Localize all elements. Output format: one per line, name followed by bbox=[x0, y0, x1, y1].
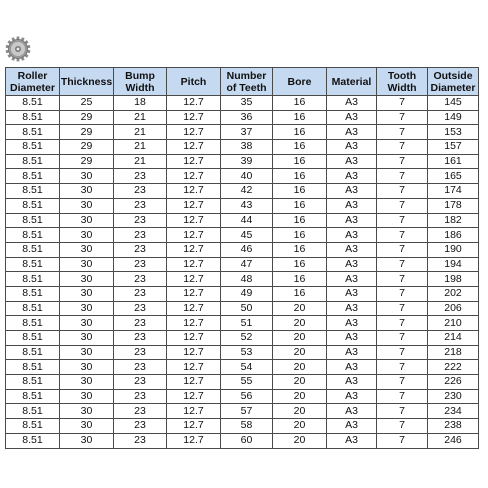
column-header-material bbox=[327, 68, 377, 96]
cell-pitch: 12.7 bbox=[167, 286, 221, 301]
column-header-bore bbox=[273, 68, 327, 96]
cell-roller-diameter: 8.51 bbox=[6, 110, 60, 125]
cell-roller-diameter: 8.51 bbox=[6, 96, 60, 111]
cell-thickness: 29 bbox=[60, 140, 114, 155]
cell-pitch: 12.7 bbox=[167, 331, 221, 346]
cell-roller-diameter: 8.51 bbox=[6, 154, 60, 169]
cell-pitch: 12.7 bbox=[167, 360, 221, 375]
cell-number-of-teeth: 50 bbox=[221, 301, 273, 316]
cell-outside-diameter: 165 bbox=[428, 169, 479, 184]
cell-bore: 20 bbox=[273, 419, 327, 434]
cell-tooth-width: 7 bbox=[377, 184, 428, 199]
table-header-row bbox=[6, 68, 479, 96]
cell-thickness: 30 bbox=[60, 198, 114, 213]
gear-icon bbox=[5, 36, 31, 62]
cell-bore: 16 bbox=[273, 184, 327, 199]
cell-number-of-teeth: 54 bbox=[221, 360, 273, 375]
cell-outside-diameter: 202 bbox=[428, 286, 479, 301]
cell-material: A3 bbox=[327, 242, 377, 257]
column-header-pitch bbox=[167, 68, 221, 96]
cell-bump-width: 23 bbox=[114, 419, 167, 434]
table-row bbox=[6, 433, 479, 448]
cell-roller-diameter: 8.51 bbox=[6, 316, 60, 331]
cell-outside-diameter: 174 bbox=[428, 184, 479, 199]
cell-material: A3 bbox=[327, 389, 377, 404]
cell-roller-diameter: 8.51 bbox=[6, 331, 60, 346]
cell-tooth-width: 7 bbox=[377, 213, 428, 228]
header-label: Bump bbox=[125, 69, 155, 82]
cell-thickness: 30 bbox=[60, 286, 114, 301]
cell-bore: 20 bbox=[273, 301, 327, 316]
cell-bore: 20 bbox=[273, 316, 327, 331]
cell-number-of-teeth: 57 bbox=[221, 404, 273, 419]
column-header-number-of-teeth bbox=[221, 68, 273, 96]
cell-pitch: 12.7 bbox=[167, 419, 221, 434]
cell-pitch: 12.7 bbox=[167, 96, 221, 111]
cell-number-of-teeth: 58 bbox=[221, 419, 273, 434]
cell-bump-width: 23 bbox=[114, 272, 167, 287]
cell-bore: 16 bbox=[273, 154, 327, 169]
cell-outside-diameter: 246 bbox=[428, 433, 479, 448]
cell-thickness: 30 bbox=[60, 213, 114, 228]
header-label: of Teeth bbox=[226, 81, 267, 94]
header-label: Roller bbox=[17, 69, 48, 82]
cell-number-of-teeth: 53 bbox=[221, 345, 273, 360]
cell-roller-diameter: 8.51 bbox=[6, 389, 60, 404]
cell-outside-diameter: 226 bbox=[428, 375, 479, 390]
cell-bore: 20 bbox=[273, 433, 327, 448]
cell-tooth-width: 7 bbox=[377, 404, 428, 419]
cell-bump-width: 23 bbox=[114, 404, 167, 419]
cell-number-of-teeth: 36 bbox=[221, 110, 273, 125]
cell-tooth-width: 7 bbox=[377, 301, 428, 316]
cell-pitch: 12.7 bbox=[167, 140, 221, 155]
cell-bore: 20 bbox=[273, 375, 327, 390]
column-header-roller-diameter bbox=[6, 68, 60, 96]
cell-thickness: 30 bbox=[60, 360, 114, 375]
cell-bump-width: 23 bbox=[114, 375, 167, 390]
cell-material: A3 bbox=[327, 433, 377, 448]
cell-material: A3 bbox=[327, 345, 377, 360]
cell-number-of-teeth: 42 bbox=[221, 184, 273, 199]
cell-outside-diameter: 214 bbox=[428, 331, 479, 346]
cell-bore: 16 bbox=[273, 125, 327, 140]
cell-material: A3 bbox=[327, 154, 377, 169]
table-row bbox=[6, 242, 479, 257]
cell-number-of-teeth: 55 bbox=[221, 375, 273, 390]
cell-bore: 20 bbox=[273, 345, 327, 360]
cell-outside-diameter: 238 bbox=[428, 419, 479, 434]
cell-material: A3 bbox=[327, 184, 377, 199]
cell-bump-width: 21 bbox=[114, 140, 167, 155]
cell-material: A3 bbox=[327, 169, 377, 184]
header-label: Number bbox=[226, 69, 267, 82]
cell-tooth-width: 7 bbox=[377, 433, 428, 448]
cell-pitch: 12.7 bbox=[167, 433, 221, 448]
cell-bore: 20 bbox=[273, 404, 327, 419]
table-row bbox=[6, 96, 479, 111]
cell-roller-diameter: 8.51 bbox=[6, 184, 60, 199]
cell-tooth-width: 7 bbox=[377, 272, 428, 287]
header-label: Diameter bbox=[430, 81, 476, 94]
cell-tooth-width: 7 bbox=[377, 140, 428, 155]
cell-pitch: 12.7 bbox=[167, 272, 221, 287]
table-row bbox=[6, 228, 479, 243]
cell-bore: 20 bbox=[273, 360, 327, 375]
table-row bbox=[6, 419, 479, 434]
cell-outside-diameter: 157 bbox=[428, 140, 479, 155]
cell-thickness: 30 bbox=[60, 184, 114, 199]
table-row bbox=[6, 110, 479, 125]
cell-pitch: 12.7 bbox=[167, 125, 221, 140]
cell-tooth-width: 7 bbox=[377, 257, 428, 272]
cell-thickness: 30 bbox=[60, 272, 114, 287]
cell-outside-diameter: 161 bbox=[428, 154, 479, 169]
header-label: Pitch bbox=[180, 75, 207, 88]
table-row bbox=[6, 213, 479, 228]
table-row bbox=[6, 257, 479, 272]
cell-roller-diameter: 8.51 bbox=[6, 375, 60, 390]
table-row bbox=[6, 198, 479, 213]
header-label: Thickness bbox=[60, 75, 113, 88]
cell-tooth-width: 7 bbox=[377, 389, 428, 404]
cell-thickness: 30 bbox=[60, 257, 114, 272]
cell-bump-width: 23 bbox=[114, 228, 167, 243]
cell-pitch: 12.7 bbox=[167, 404, 221, 419]
cell-pitch: 12.7 bbox=[167, 375, 221, 390]
cell-roller-diameter: 8.51 bbox=[6, 125, 60, 140]
cell-thickness: 30 bbox=[60, 316, 114, 331]
cell-thickness: 30 bbox=[60, 301, 114, 316]
cell-material: A3 bbox=[327, 228, 377, 243]
cell-pitch: 12.7 bbox=[167, 213, 221, 228]
cell-pitch: 12.7 bbox=[167, 110, 221, 125]
cell-pitch: 12.7 bbox=[167, 301, 221, 316]
table-row bbox=[6, 389, 479, 404]
cell-pitch: 12.7 bbox=[167, 184, 221, 199]
cell-thickness: 29 bbox=[60, 125, 114, 140]
cell-pitch: 12.7 bbox=[167, 228, 221, 243]
cell-roller-diameter: 8.51 bbox=[6, 213, 60, 228]
table-row bbox=[6, 169, 479, 184]
cell-bump-width: 23 bbox=[114, 389, 167, 404]
cell-material: A3 bbox=[327, 213, 377, 228]
cell-tooth-width: 7 bbox=[377, 198, 428, 213]
cell-material: A3 bbox=[327, 286, 377, 301]
cell-pitch: 12.7 bbox=[167, 389, 221, 404]
cell-outside-diameter: 222 bbox=[428, 360, 479, 375]
cell-material: A3 bbox=[327, 301, 377, 316]
cell-number-of-teeth: 56 bbox=[221, 389, 273, 404]
cell-number-of-teeth: 46 bbox=[221, 242, 273, 257]
cell-bump-width: 23 bbox=[114, 345, 167, 360]
cell-material: A3 bbox=[327, 331, 377, 346]
cell-tooth-width: 7 bbox=[377, 242, 428, 257]
table-row bbox=[6, 286, 479, 301]
column-header-thickness bbox=[60, 68, 114, 96]
header-label: Diameter bbox=[10, 81, 55, 94]
cell-tooth-width: 7 bbox=[377, 228, 428, 243]
cell-bore: 16 bbox=[273, 213, 327, 228]
cell-bore: 16 bbox=[273, 286, 327, 301]
cell-thickness: 30 bbox=[60, 433, 114, 448]
cell-bump-width: 23 bbox=[114, 169, 167, 184]
cell-bump-width: 23 bbox=[114, 257, 167, 272]
cell-material: A3 bbox=[327, 96, 377, 111]
cell-thickness: 29 bbox=[60, 110, 114, 125]
cell-outside-diameter: 178 bbox=[428, 198, 479, 213]
cell-thickness: 30 bbox=[60, 419, 114, 434]
header-label: Width bbox=[125, 81, 155, 94]
cell-bore: 16 bbox=[273, 140, 327, 155]
cell-bump-width: 23 bbox=[114, 331, 167, 346]
cell-number-of-teeth: 48 bbox=[221, 272, 273, 287]
cell-number-of-teeth: 44 bbox=[221, 213, 273, 228]
table-row bbox=[6, 272, 479, 287]
cell-outside-diameter: 149 bbox=[428, 110, 479, 125]
cell-material: A3 bbox=[327, 140, 377, 155]
cell-material: A3 bbox=[327, 316, 377, 331]
cell-outside-diameter: 198 bbox=[428, 272, 479, 287]
cell-bump-width: 23 bbox=[114, 286, 167, 301]
cell-number-of-teeth: 38 bbox=[221, 140, 273, 155]
cell-tooth-width: 7 bbox=[377, 360, 428, 375]
cell-tooth-width: 7 bbox=[377, 345, 428, 360]
cell-number-of-teeth: 52 bbox=[221, 331, 273, 346]
cell-tooth-width: 7 bbox=[377, 96, 428, 111]
table-row bbox=[6, 360, 479, 375]
cell-bore: 16 bbox=[273, 96, 327, 111]
cell-roller-diameter: 8.51 bbox=[6, 345, 60, 360]
cell-bump-width: 21 bbox=[114, 110, 167, 125]
cell-bump-width: 23 bbox=[114, 198, 167, 213]
cell-number-of-teeth: 37 bbox=[221, 125, 273, 140]
cell-roller-diameter: 8.51 bbox=[6, 360, 60, 375]
cell-pitch: 12.7 bbox=[167, 169, 221, 184]
header-label: Tooth bbox=[387, 69, 417, 82]
cell-material: A3 bbox=[327, 110, 377, 125]
cell-bore: 16 bbox=[273, 198, 327, 213]
cell-outside-diameter: 230 bbox=[428, 389, 479, 404]
header-label: Bore bbox=[287, 75, 312, 88]
cell-tooth-width: 7 bbox=[377, 286, 428, 301]
cell-thickness: 30 bbox=[60, 169, 114, 184]
cell-bump-width: 23 bbox=[114, 213, 167, 228]
cell-pitch: 12.7 bbox=[167, 198, 221, 213]
cell-bump-width: 21 bbox=[114, 125, 167, 140]
sprocket-spec-table bbox=[5, 67, 479, 449]
cell-outside-diameter: 182 bbox=[428, 213, 479, 228]
cell-outside-diameter: 145 bbox=[428, 96, 479, 111]
cell-tooth-width: 7 bbox=[377, 375, 428, 390]
cell-roller-diameter: 8.51 bbox=[6, 228, 60, 243]
cell-outside-diameter: 153 bbox=[428, 125, 479, 140]
cell-roller-diameter: 8.51 bbox=[6, 272, 60, 287]
cell-material: A3 bbox=[327, 198, 377, 213]
cell-material: A3 bbox=[327, 375, 377, 390]
cell-thickness: 25 bbox=[60, 96, 114, 111]
cell-tooth-width: 7 bbox=[377, 331, 428, 346]
cell-roller-diameter: 8.51 bbox=[6, 257, 60, 272]
header-label: Width bbox=[387, 81, 417, 94]
cell-tooth-width: 7 bbox=[377, 169, 428, 184]
cell-roller-diameter: 8.51 bbox=[6, 404, 60, 419]
cell-outside-diameter: 186 bbox=[428, 228, 479, 243]
cell-tooth-width: 7 bbox=[377, 419, 428, 434]
cell-number-of-teeth: 45 bbox=[221, 228, 273, 243]
cell-bump-width: 23 bbox=[114, 360, 167, 375]
cell-bore: 16 bbox=[273, 242, 327, 257]
cell-thickness: 30 bbox=[60, 228, 114, 243]
cell-thickness: 30 bbox=[60, 375, 114, 390]
column-header-outside-diameter bbox=[428, 68, 479, 96]
cell-thickness: 30 bbox=[60, 242, 114, 257]
cell-number-of-teeth: 39 bbox=[221, 154, 273, 169]
table-row bbox=[6, 154, 479, 169]
cell-roller-diameter: 8.51 bbox=[6, 301, 60, 316]
table-row bbox=[6, 301, 479, 316]
cell-thickness: 30 bbox=[60, 345, 114, 360]
cell-number-of-teeth: 35 bbox=[221, 96, 273, 111]
cell-outside-diameter: 206 bbox=[428, 301, 479, 316]
cell-tooth-width: 7 bbox=[377, 154, 428, 169]
cell-thickness: 29 bbox=[60, 154, 114, 169]
cell-outside-diameter: 234 bbox=[428, 404, 479, 419]
cell-bump-width: 23 bbox=[114, 316, 167, 331]
cell-bump-width: 23 bbox=[114, 184, 167, 199]
cell-material: A3 bbox=[327, 360, 377, 375]
header-label: Outside bbox=[433, 69, 473, 82]
cell-bump-width: 23 bbox=[114, 301, 167, 316]
cell-roller-diameter: 8.51 bbox=[6, 419, 60, 434]
cell-number-of-teeth: 40 bbox=[221, 169, 273, 184]
table-row bbox=[6, 404, 479, 419]
header-label: Material bbox=[331, 75, 372, 88]
cell-number-of-teeth: 43 bbox=[221, 198, 273, 213]
cell-outside-diameter: 210 bbox=[428, 316, 479, 331]
cell-bore: 20 bbox=[273, 389, 327, 404]
cell-thickness: 30 bbox=[60, 389, 114, 404]
table-row bbox=[6, 331, 479, 346]
table-row bbox=[6, 125, 479, 140]
cell-bump-width: 21 bbox=[114, 154, 167, 169]
cell-roller-diameter: 8.51 bbox=[6, 286, 60, 301]
table-row bbox=[6, 316, 479, 331]
cell-thickness: 30 bbox=[60, 404, 114, 419]
cell-bump-width: 23 bbox=[114, 433, 167, 448]
cell-bore: 16 bbox=[273, 228, 327, 243]
table-row bbox=[6, 184, 479, 199]
cell-number-of-teeth: 47 bbox=[221, 257, 273, 272]
cell-outside-diameter: 194 bbox=[428, 257, 479, 272]
cell-roller-diameter: 8.51 bbox=[6, 433, 60, 448]
cell-tooth-width: 7 bbox=[377, 110, 428, 125]
cell-thickness: 30 bbox=[60, 331, 114, 346]
table-row bbox=[6, 140, 479, 155]
cell-pitch: 12.7 bbox=[167, 242, 221, 257]
cell-roller-diameter: 8.51 bbox=[6, 169, 60, 184]
cell-bore: 20 bbox=[273, 331, 327, 346]
cell-bore: 16 bbox=[273, 169, 327, 184]
cell-roller-diameter: 8.51 bbox=[6, 198, 60, 213]
cell-bump-width: 18 bbox=[114, 96, 167, 111]
column-header-tooth-width bbox=[377, 68, 428, 96]
table-row bbox=[6, 375, 479, 390]
cell-material: A3 bbox=[327, 257, 377, 272]
cell-material: A3 bbox=[327, 419, 377, 434]
cell-material: A3 bbox=[327, 404, 377, 419]
cell-roller-diameter: 8.51 bbox=[6, 242, 60, 257]
cell-tooth-width: 7 bbox=[377, 316, 428, 331]
cell-number-of-teeth: 49 bbox=[221, 286, 273, 301]
cell-outside-diameter: 190 bbox=[428, 242, 479, 257]
cell-bore: 16 bbox=[273, 257, 327, 272]
cell-material: A3 bbox=[327, 272, 377, 287]
cell-roller-diameter: 8.51 bbox=[6, 140, 60, 155]
cell-bump-width: 23 bbox=[114, 242, 167, 257]
table-row bbox=[6, 345, 479, 360]
cell-pitch: 12.7 bbox=[167, 154, 221, 169]
cell-pitch: 12.7 bbox=[167, 316, 221, 331]
cell-outside-diameter: 218 bbox=[428, 345, 479, 360]
cell-bore: 16 bbox=[273, 110, 327, 125]
column-header-bump-width bbox=[114, 68, 167, 96]
cell-material: A3 bbox=[327, 125, 377, 140]
cell-tooth-width: 7 bbox=[377, 125, 428, 140]
cell-bore: 16 bbox=[273, 272, 327, 287]
cell-pitch: 12.7 bbox=[167, 257, 221, 272]
cell-number-of-teeth: 51 bbox=[221, 316, 273, 331]
cell-pitch: 12.7 bbox=[167, 345, 221, 360]
cell-number-of-teeth: 60 bbox=[221, 433, 273, 448]
